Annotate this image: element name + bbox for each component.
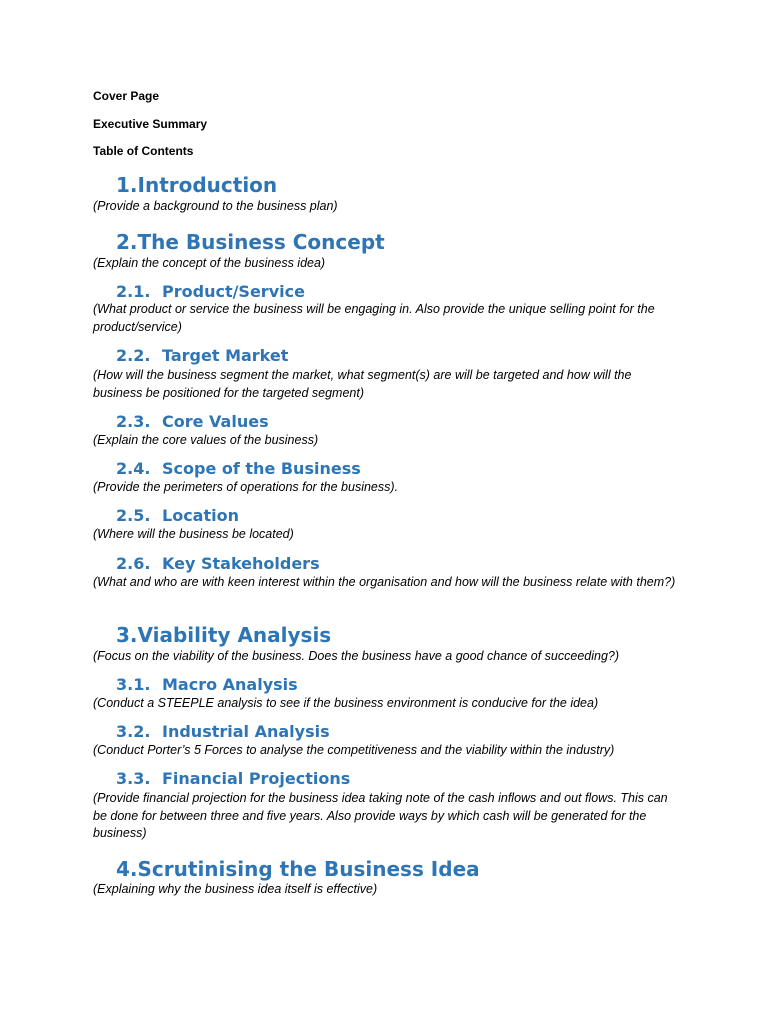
subsection-title: Macro Analysis: [162, 675, 298, 694]
subsection-description: (Explain the core values of the business): [93, 433, 319, 447]
section-heading-scrutinising: [116, 857, 480, 881]
subsection-description: (How will the business segment the market, what segment(s) are will be targeted and how will the business be positioned for the targeted segment): [93, 368, 632, 400]
subsection-heading-key-stakeholders: [116, 554, 320, 573]
section-description: (Focus on the viability of the business. Does the business have a good chance of succeeding?): [93, 649, 620, 663]
subsection-number: 2.5.: [116, 506, 151, 525]
subsection-description: (Conduct a STEEPLE analysis to see if the business environment is conducive for the idea): [93, 696, 599, 710]
subsection-number: 3.3.: [116, 769, 151, 788]
subsection-heading-location: [116, 506, 239, 525]
subsection-description: (Conduct Porter’s 5 Forces to analyse the competitiveness and the viability within the industry): [93, 743, 615, 757]
subsection-title: Target Market: [162, 346, 289, 365]
subsection-number: 2.2.: [116, 346, 151, 365]
section-description: (Explaining why the business idea itself is effective): [93, 882, 378, 896]
subsection-heading-product-service: [116, 282, 305, 301]
subsection-number: 2.6.: [116, 554, 151, 573]
section-number: 1.: [116, 173, 138, 197]
subsection-title: Key Stakeholders: [162, 554, 320, 573]
subsection-heading-industrial-analysis: [116, 722, 330, 741]
subsection-description: (Where will the business be located): [93, 527, 294, 541]
subsection-heading-macro-analysis: [116, 675, 298, 694]
section-heading-business-concept: [116, 230, 385, 254]
section-description: (Provide a background to the business plan): [93, 199, 338, 213]
subsection-number: 3.2.: [116, 722, 151, 741]
subsection-description: (What and who are with keen interest within the organisation and how will the business relate with them?): [93, 575, 676, 589]
subsection-heading-target-market: [116, 346, 288, 365]
subsection-heading-financial-projections: [116, 769, 350, 788]
section-title: The Business Concept: [137, 230, 385, 254]
section-number: 2.: [116, 230, 138, 254]
subsection-title: Product/Service: [162, 282, 305, 301]
subsection-title: Location: [162, 506, 239, 525]
subsection-heading-scope: [116, 459, 361, 478]
subsection-description: (What product or service the business will be engaging in. Also provide the unique selling point for the product/service): [93, 302, 655, 334]
subsection-description: (Provide financial projection for the business idea taking note of the cash inflows and out flows. This can be done for between three and five years. Also provide ways by which cash will be generated for the business): [93, 791, 668, 840]
section-heading-introduction: [116, 173, 277, 197]
section-title: Viability Analysis: [137, 623, 332, 647]
section-title: Introduction: [137, 173, 278, 197]
executive-summary-label: Executive Summary: [93, 117, 208, 131]
subsection-heading-core-values: [116, 412, 269, 431]
subsection-title: Core Values: [162, 412, 269, 431]
section-number: 4.: [116, 857, 138, 881]
table-of-contents-label: Table of Contents: [93, 144, 194, 158]
subsection-number: 2.4.: [116, 459, 151, 478]
subsection-title: Industrial Analysis: [162, 722, 330, 741]
cover-page-label: Cover Page: [93, 89, 160, 103]
section-number: 3.: [116, 623, 138, 647]
section-description: (Explain the concept of the business idea): [93, 256, 326, 270]
section-title: Scrutinising the Business Idea: [137, 857, 480, 881]
subsection-number: 2.3.: [116, 412, 151, 431]
subsection-title: Scope of the Business: [162, 459, 361, 478]
subsection-number: 2.1.: [116, 282, 151, 301]
subsection-number: 3.1.: [116, 675, 151, 694]
section-heading-viability-analysis: [116, 623, 331, 647]
subsection-title: Financial Projections: [162, 769, 351, 788]
subsection-description: (Provide the perimeters of operations for the business).: [93, 480, 399, 494]
